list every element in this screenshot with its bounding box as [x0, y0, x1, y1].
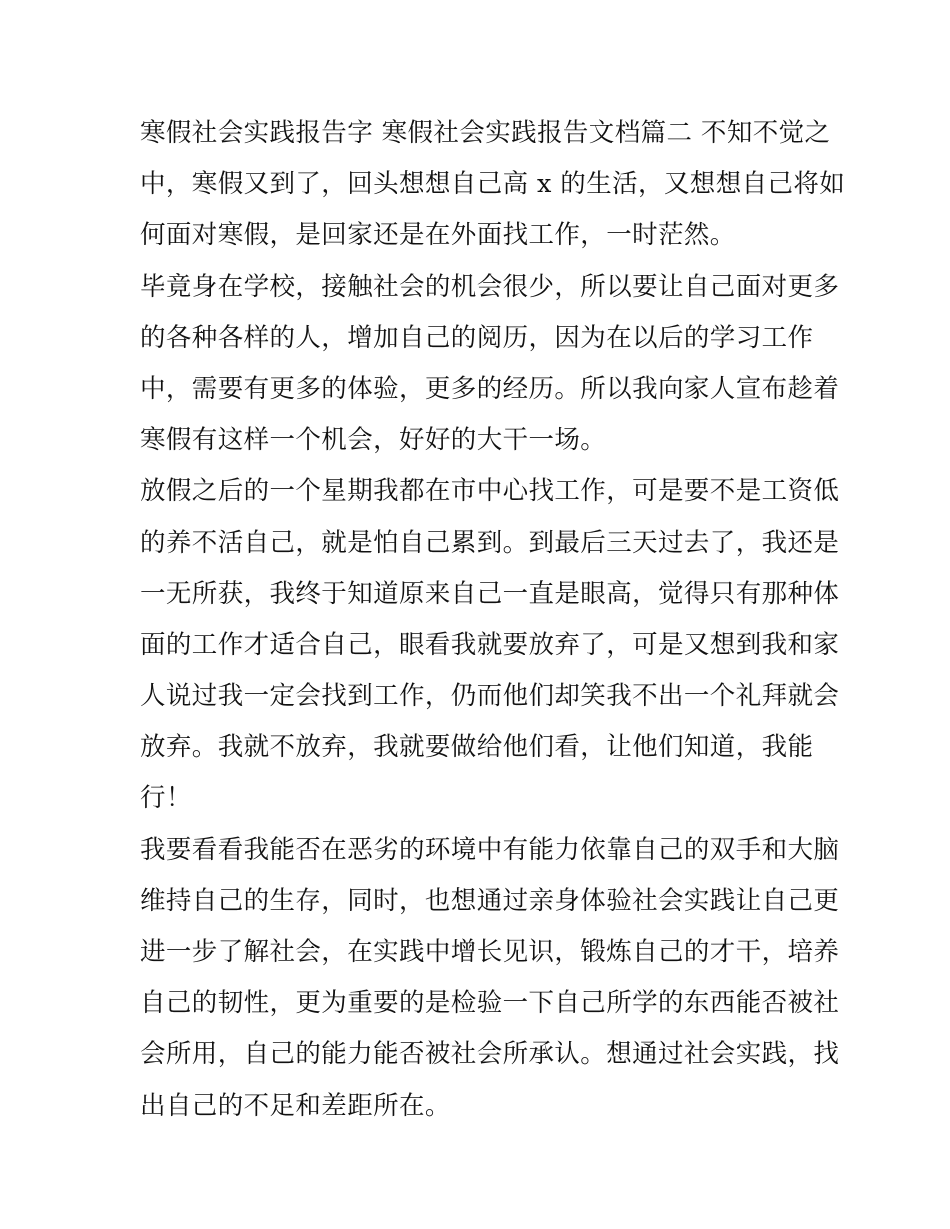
paragraph-4: [140, 825, 840, 1132]
text-line: 我要看看我能否在恶劣的环境中有能力依靠自己的双手和大脑: [140, 834, 840, 865]
paragraph-1: [140, 108, 846, 262]
text-line: 出自己的不足和差距所在。: [140, 1090, 451, 1121]
text-line: 中，需要有更多的体验，更多的经历。所以我向家人宣布趁着: [140, 373, 840, 404]
text-line: 人说过我一定会找到工作，仍而他们却笑我不出一个礼拜就会: [140, 681, 840, 712]
document-body: [140, 108, 846, 1132]
text-line: 的养不活自己，就是怕自己累到。到最后三天过去了，我还是: [140, 527, 840, 558]
text-line: 维持自己的生存，同时，也想通过亲身体验社会实践让自己更: [140, 885, 840, 916]
text-line: 中，寒假又到了，回头想想自己高 x 的生活，又想想自己将如: [140, 169, 846, 200]
text-line: 会所用，自己的能力能否被社会所承认。想通过社会实践，找: [140, 1039, 840, 1070]
text-line: 行！: [140, 783, 192, 814]
text-line: 进一步了解社会，在实践中增长见识，锻炼自己的才干，培养: [140, 937, 840, 967]
text-line: 的各种各样的人，增加自己的阅历，因为在以后的学习工作: [140, 322, 814, 353]
text-line: 放弃。我就不放弃，我就要做给他们看，让他们知道，我能: [140, 732, 814, 763]
text-line: 何面对寒假，是回家还是在外面找工作，一时茫然。: [140, 220, 736, 251]
text-line: 寒假社会实践报告字 寒假社会实践报告文档篇二 不知不觉之: [140, 118, 831, 148]
paragraph-3: [140, 466, 840, 824]
text-line: 自己的韧性，更为重要的是检验一下自己所学的东西能否被社: [140, 988, 840, 1019]
paragraph-2: [140, 262, 840, 467]
text-line: 毕竟身在学校，接触社会的机会很少，所以要让自己面对更多: [140, 271, 840, 302]
text-line: 放假之后的一个星期我都在市中心找工作，可是要不是工资低: [140, 476, 840, 507]
text-line: 寒假有这样一个机会，好好的大干一场。: [140, 425, 607, 456]
text-line: 面的工作才适合自己，眼看我就要放弃了，可是又想到我和家: [140, 629, 840, 660]
text-line: 一无所获，我终于知道原来自己一直是眼高，觉得只有那种体: [140, 578, 840, 609]
